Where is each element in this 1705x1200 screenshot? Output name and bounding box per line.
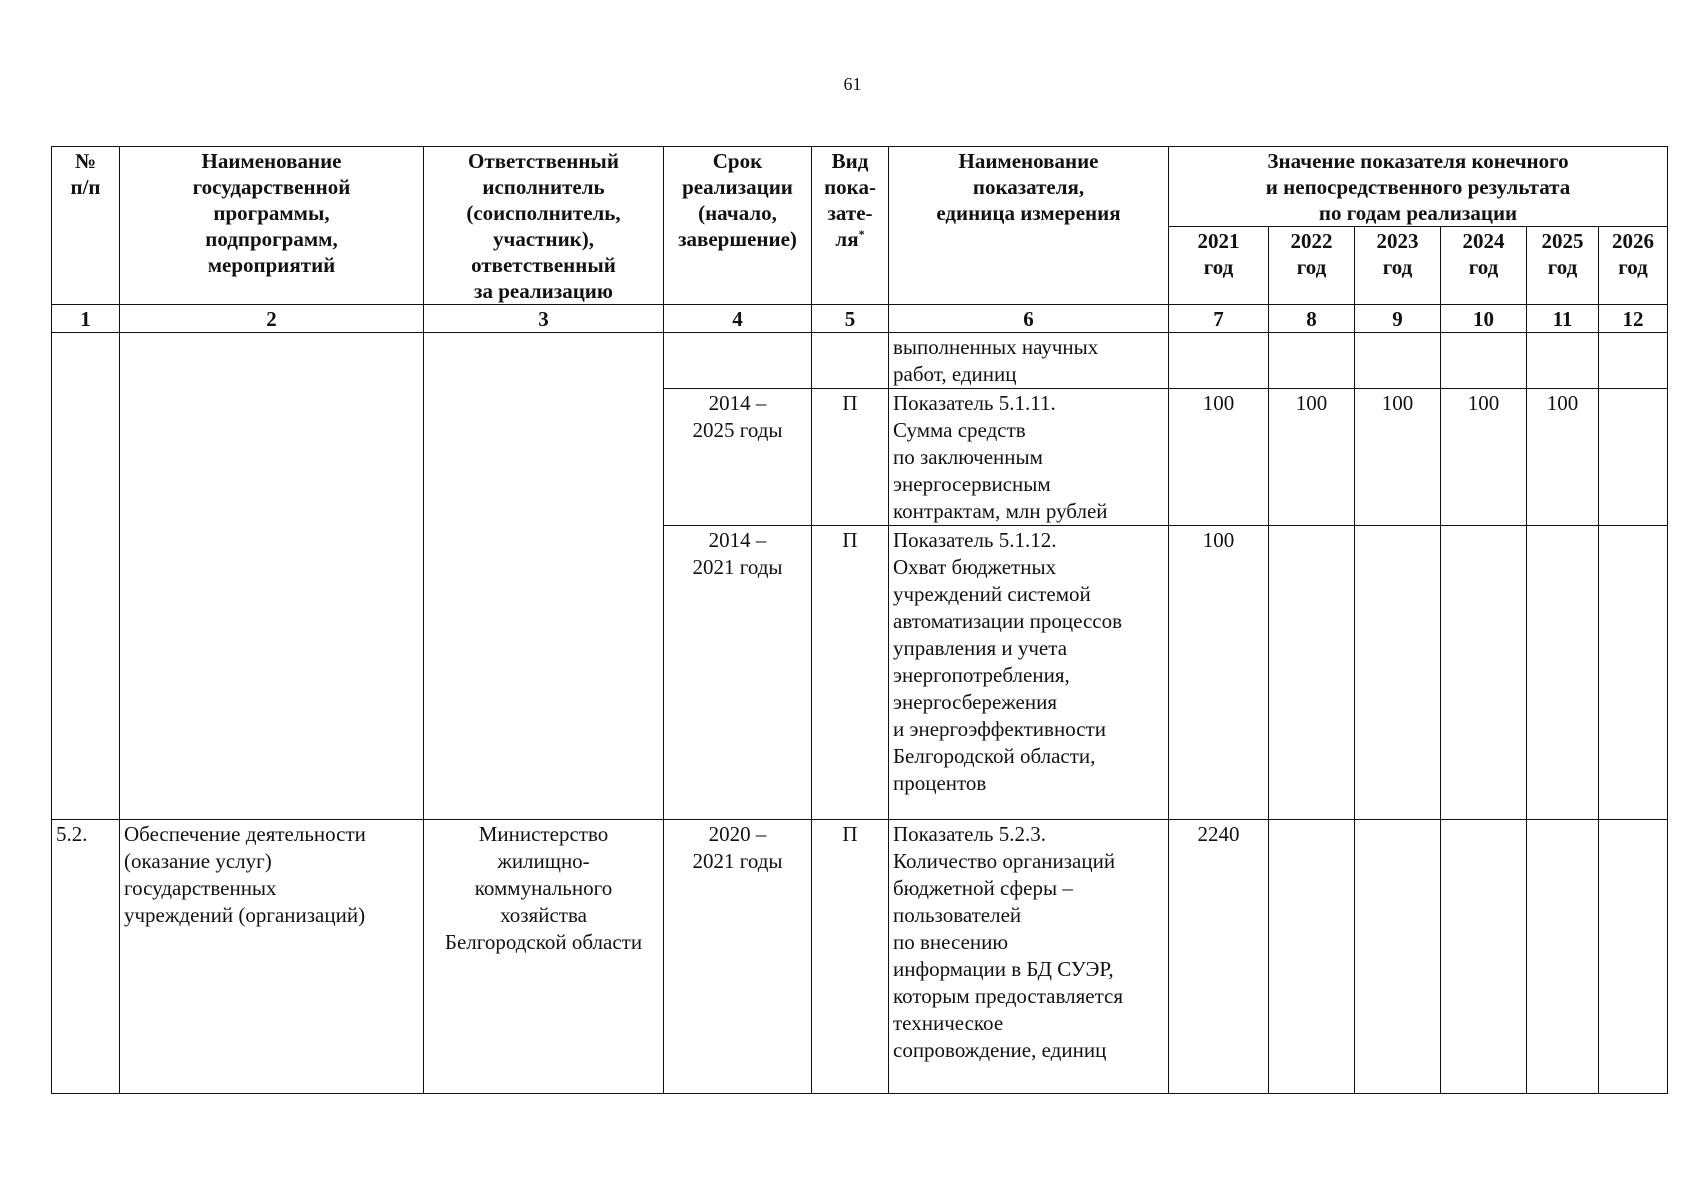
cell-value [1441, 526, 1527, 820]
page-number: 61 [843, 74, 862, 94]
table-row [52, 820, 1668, 1094]
header-year-2025: 2025 год [1527, 227, 1599, 305]
header-period: Срок реализации (начало, завершение) [664, 147, 812, 305]
cell-value [1599, 820, 1668, 1094]
cell-value [1527, 333, 1599, 389]
cell-value [1441, 820, 1527, 1094]
cell-period: 2014 – 2021 годы [664, 526, 812, 820]
column-number: 9 [1355, 305, 1441, 333]
column-number: 8 [1269, 305, 1355, 333]
cell-value [1599, 526, 1668, 820]
header-number: № п/п [52, 147, 120, 305]
cell-period [664, 333, 812, 389]
cell-value [1599, 333, 1668, 389]
cell-value: 100 [1441, 389, 1527, 526]
cell-type: П [812, 526, 889, 820]
header-year-2023: 2023 год [1355, 227, 1441, 305]
cell-type [812, 333, 889, 389]
cell-program-name: Обеспечение деятельности (оказание услуг) государственных учреждений (организаций) [120, 820, 424, 1094]
program-table [51, 146, 1668, 1094]
header-year-2026: 2026 год [1599, 227, 1668, 305]
column-number: 3 [424, 305, 664, 333]
cell-value [1441, 333, 1527, 389]
header-year-2021: 2021 год [1169, 227, 1269, 305]
cell-value [1269, 526, 1355, 820]
table-row [52, 333, 1668, 389]
cell-indicator: Показатель 5.1.11. Сумма средств по заключенным энергосервисным контрактам, млн рублей [889, 389, 1169, 526]
cell-type: П [812, 820, 889, 1094]
cell-indicator: Показатель 5.1.12. Охват бюджетных учреждений системой автоматизации процессов управления и учета энергопотребления, энергосбережения и энергоэффективности Белгородской области, процентов [889, 526, 1169, 820]
header-row [52, 147, 1668, 227]
cell-period: 2014 – 2025 годы [664, 389, 812, 526]
header-year-2024: 2024 год [1441, 227, 1527, 305]
cell-value: 100 [1355, 389, 1441, 526]
cell-value: 100 [1169, 389, 1269, 526]
cell-value: 100 [1169, 526, 1269, 820]
header-year-2022: 2022 год [1269, 227, 1355, 305]
cell-value: 2240 [1169, 820, 1269, 1094]
column-number: 12 [1599, 305, 1668, 333]
cell-program-name [120, 333, 424, 820]
header-indicator-type [812, 147, 889, 305]
column-number: 6 [889, 305, 1169, 333]
cell-executor [424, 333, 664, 820]
header-executor: Ответственный исполнитель (соисполнитель, участник), ответственный за реализацию [424, 147, 664, 305]
cell-value: 100 [1269, 389, 1355, 526]
cell-value [1355, 333, 1441, 389]
column-number: 4 [664, 305, 812, 333]
column-numbers-row [52, 305, 1668, 333]
cell-value [1169, 333, 1269, 389]
column-number: 7 [1169, 305, 1269, 333]
cell-executor: Министерство жилищно- коммунального хозяйства Белгородской области [424, 820, 664, 1094]
cell-value [1355, 526, 1441, 820]
header-program-name: Наименование государственной программы, подпрограмм, мероприятий [120, 147, 424, 305]
cell-value [1527, 526, 1599, 820]
cell-value [1599, 389, 1668, 526]
footnote-mark: * [858, 227, 865, 241]
cell-value: 100 [1527, 389, 1599, 526]
cell-value [1355, 820, 1441, 1094]
cell-value [1527, 820, 1599, 1094]
cell-indicator: выполненных научных работ, единиц [889, 333, 1169, 389]
cell-type: П [812, 389, 889, 526]
cell-indicator: Показатель 5.2.3. Количество организаций бюджетной сферы – пользователей по внесению информации в БД СУЭР, которым предоставляется техническое сопровождение, единиц [889, 820, 1169, 1094]
cell-number: 5.2. [52, 820, 120, 1094]
column-number: 2 [120, 305, 424, 333]
cell-value [1269, 820, 1355, 1094]
header-values-group: Значение показателя конечного и непосредственного результата по годам реализации [1169, 147, 1668, 227]
cell-value [1269, 333, 1355, 389]
header-indicator-type-text: Вид пока- зате- ля [824, 149, 876, 251]
header-indicator-name: Наименование показателя, единица измерения [889, 147, 1169, 305]
column-number: 5 [812, 305, 889, 333]
cell-number [52, 333, 120, 820]
column-number: 10 [1441, 305, 1527, 333]
cell-period: 2020 – 2021 годы [664, 820, 812, 1094]
column-number: 1 [52, 305, 120, 333]
column-number: 11 [1527, 305, 1599, 333]
